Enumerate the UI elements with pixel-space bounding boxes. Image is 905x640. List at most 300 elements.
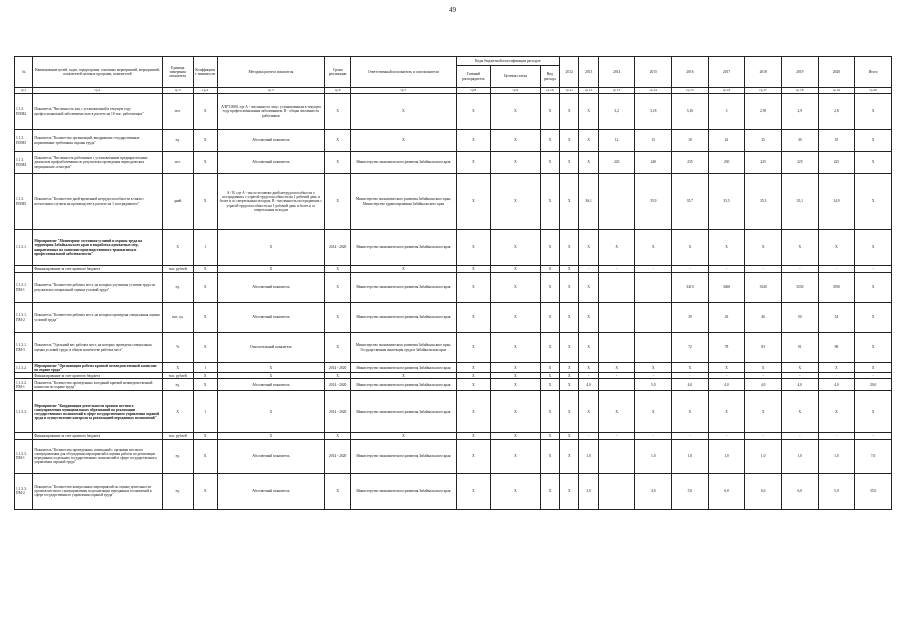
row-value: X <box>781 391 818 433</box>
row-executor: Министерство экономического развития Забайкальского края <box>351 273 457 303</box>
column-number: гр.2 <box>33 88 162 94</box>
row-method: X <box>217 363 325 373</box>
row-value: - <box>781 373 818 379</box>
row-value: - <box>598 373 635 379</box>
row-kbk-grbs: X <box>456 266 490 273</box>
row-coef: X <box>193 273 217 303</box>
row-value: 5,0 <box>635 379 672 391</box>
row-value-2013: X <box>579 130 598 152</box>
row-value: 3460 <box>708 273 745 303</box>
table-row <box>15 273 892 303</box>
column-number: гр.10 <box>540 88 559 94</box>
column-number: гр.8 <box>456 88 490 94</box>
row-coef: X <box>193 266 217 273</box>
row-unit: X <box>162 391 193 433</box>
row-coef: 1 <box>193 363 217 373</box>
table-body <box>15 94 892 510</box>
row-value: X <box>781 230 818 266</box>
row-value-empty <box>635 333 672 363</box>
row-value: 1,0 <box>672 439 709 473</box>
row-name: Показатель "Численность лиц с установленной в текущем году профессиональной заболеваемостью в расчете на 10 тыс. работающих" <box>33 94 162 130</box>
column-number: гр.6 <box>325 88 351 94</box>
row-value: 30 <box>781 130 818 152</box>
row-value-2012: X <box>560 373 579 379</box>
row-value: 25 <box>745 130 782 152</box>
row-value-2012: X <box>560 174 579 230</box>
row-kbk-target: X <box>491 152 541 174</box>
row-method: Абсолютный показатель <box>217 273 325 303</box>
row-name: Показатель "Количество дней временной нетрудоспособности в связи с несчастным случаем на производстве в расчете на 1 пострадавшего" <box>33 174 162 230</box>
row-value: 35,7 <box>672 174 709 230</box>
row-value: X <box>818 363 855 373</box>
header-total: Итого <box>855 57 892 88</box>
row-term: X <box>325 130 351 152</box>
row-kbk-grbs: X <box>456 130 490 152</box>
row-value: 35,3 <box>745 174 782 230</box>
row-coef: X <box>193 373 217 379</box>
row-value: 3540 <box>745 273 782 303</box>
row-name: Финансирование за счет краевого бюджета <box>33 373 162 379</box>
row-value-2012: X <box>560 303 579 333</box>
row-term: X <box>325 273 351 303</box>
header-year: 2018 <box>745 57 782 88</box>
row-value: 35 <box>818 130 855 152</box>
row-executor: X <box>351 130 457 152</box>
row-value: - <box>818 373 855 379</box>
row-value: - <box>745 433 782 439</box>
column-number: гр.5 <box>217 88 325 94</box>
row-executor: Министерство экономического развития Забайкальского края <box>351 363 457 373</box>
row-name: Показатель "Количество проведенных совещаний с органами местного самоуправления для обсуждения мероприятий и оценки работы по реализации переданных отдельных государственных полномочий в сфере государственного управления охраной труда" <box>33 439 162 473</box>
row-code: 1.1.3. ПОМ2 <box>15 94 33 130</box>
row-term: X <box>325 174 351 230</box>
row-method: Абсолютный показатель <box>217 379 325 391</box>
row-coef: 1 <box>193 391 217 433</box>
row-value: 35,0 <box>855 473 892 509</box>
header-name: Наименование целей, задач, подпрограмм, основных мероприятий, мероприятий, показателей целевых программ, показателей <box>33 57 162 88</box>
row-value-2013: X <box>579 391 598 433</box>
row-value: X <box>745 230 782 266</box>
row-value-2013: X <box>579 333 598 363</box>
row-value: 54 <box>818 303 855 333</box>
row-value: X <box>855 230 892 266</box>
row-kbk-grbs: X <box>456 94 490 130</box>
row-code: 1.1.3.1. ПМ-3 <box>15 333 33 363</box>
row-value: 4,0 <box>708 379 745 391</box>
row-value-2012: X <box>560 363 579 373</box>
row-value: X <box>672 391 709 433</box>
row-kbk-vr: X <box>540 94 559 130</box>
row-kbk-target: X <box>491 130 541 152</box>
row-value: 72 <box>672 333 709 363</box>
column-number: гр.18 <box>781 88 818 94</box>
row-value: 3,2 <box>598 94 635 130</box>
row-value-empty <box>598 174 635 230</box>
row-unit: тыс. рублей <box>162 373 193 379</box>
row-kbk-grbs: X <box>456 303 490 333</box>
row-value: 225 <box>818 152 855 174</box>
row-coef: X <box>193 152 217 174</box>
row-coef: X <box>193 174 217 230</box>
header-vr: Вид расхода <box>540 66 559 88</box>
row-kbk-target: X <box>491 373 541 379</box>
row-value: 4,0 <box>818 379 855 391</box>
row-value: 1,0 <box>818 439 855 473</box>
row-name: Показатель "Количество рабочих мест, на которых проведена специальная оценка условий труда" <box>33 303 162 333</box>
row-kbk-vr: X <box>540 473 559 509</box>
row-value: 2,95 <box>745 94 782 130</box>
row-value: 3550 <box>818 273 855 303</box>
header-unit: Единица измерения показателя <box>162 57 193 88</box>
row-value: - <box>635 373 672 379</box>
row-code <box>15 266 33 273</box>
row-value: X <box>635 391 672 433</box>
row-value: - <box>598 266 635 273</box>
column-number: гр.3 <box>162 88 193 94</box>
row-value-empty <box>598 303 635 333</box>
row-value: 1,0 <box>745 439 782 473</box>
row-method: X <box>217 433 325 439</box>
row-value: - <box>745 266 782 273</box>
row-unit: тыс. рублей <box>162 266 193 273</box>
row-method: Абсолютный показатель <box>217 303 325 333</box>
row-method: Абсолютный показатель <box>217 152 325 174</box>
row-value: 12 <box>598 130 635 152</box>
row-executor: X <box>351 94 457 130</box>
row-kbk-grbs: X <box>456 473 490 509</box>
column-number: гр.1 <box>15 88 33 94</box>
row-value-2012: X <box>560 94 579 130</box>
row-value: 34,9 <box>818 174 855 230</box>
table-row <box>15 152 892 174</box>
row-value: 6,0 <box>708 473 745 509</box>
column-number: гр.19 <box>818 88 855 94</box>
row-value: 3410 <box>672 273 709 303</box>
row-value-2013: 3,0 <box>579 473 598 509</box>
table-row <box>15 473 892 509</box>
row-value: - <box>855 373 892 379</box>
row-value: 50 <box>781 303 818 333</box>
row-value: - <box>818 266 855 273</box>
row-value: - <box>745 373 782 379</box>
row-value: - <box>672 373 709 379</box>
row-term: 2014 - 2020 <box>325 391 351 433</box>
column-number: гр.13 <box>598 88 635 94</box>
row-value: 245 <box>598 152 635 174</box>
row-value: X <box>708 391 745 433</box>
row-value: X <box>708 363 745 373</box>
row-value: - <box>855 266 892 273</box>
row-executor: X <box>351 266 457 273</box>
row-value-2012: X <box>560 333 579 363</box>
row-value: X <box>818 230 855 266</box>
row-kbk-grbs: X <box>456 273 490 303</box>
row-name: Финансирование за счет краевого бюджета <box>33 433 162 439</box>
row-kbk-vr: X <box>540 273 559 303</box>
row-method: X <box>217 266 325 273</box>
row-kbk-vr: X <box>540 333 559 363</box>
column-number: гр.4 <box>193 88 217 94</box>
row-value: 35,9 <box>635 174 672 230</box>
row-term: 2014 - 2020 <box>325 230 351 266</box>
row-value: X <box>598 230 635 266</box>
row-value: 83 <box>745 333 782 363</box>
row-kbk-target: X <box>491 433 541 439</box>
row-value: 235 <box>672 152 709 174</box>
header-year: 2019 <box>781 57 818 88</box>
row-kbk-vr: X <box>540 373 559 379</box>
header-year: 2017 <box>708 57 745 88</box>
row-executor: X <box>351 373 457 379</box>
row-name: Показатель "Количество рабочих мест, на которых улучшены условия труда по результатам специальной оценки условий труда" <box>33 273 162 303</box>
row-value: 4,0 <box>672 379 709 391</box>
row-value-2013: - <box>579 373 598 379</box>
row-executor: Министерство экономического развития Забайкальского края; Государственная инспекция труда в Забайкальском крае <box>351 333 457 363</box>
row-kbk-grbs: X <box>456 363 490 373</box>
row-unit: X <box>162 363 193 373</box>
row-value: 5,0 <box>672 473 709 509</box>
row-value-2013: X <box>579 273 598 303</box>
row-term: 2014 - 2020 <box>325 379 351 391</box>
row-value: 46 <box>745 303 782 333</box>
row-name: Мероприятие "Организация работы краевой межведомственной комиссии по охране труда" <box>33 363 162 373</box>
row-coef: X <box>193 439 217 473</box>
row-code: 1.1.3.2. ПМ-1 <box>15 379 33 391</box>
row-value: - <box>708 433 745 439</box>
row-kbk-vr: X <box>540 303 559 333</box>
row-kbk-vr: X <box>540 433 559 439</box>
row-value: 225 <box>781 152 818 174</box>
header-year: 2013 <box>579 57 598 88</box>
table-row <box>15 391 892 433</box>
row-kbk-grbs: X <box>456 333 490 363</box>
row-name: Мероприятие "Мониторинг состояния условий и охраны труда на территории Забайкальского края и выработка адекватных мер, направленных на снижение производственного травматизма и профессиональной заболеваемости" <box>33 230 162 266</box>
row-value: X <box>708 230 745 266</box>
row-value: 3530 <box>781 273 818 303</box>
row-value: - <box>672 433 709 439</box>
row-value-2012: X <box>560 230 579 266</box>
row-value: - <box>672 266 709 273</box>
row-value: X <box>855 130 892 152</box>
row-unit: ед. <box>162 379 193 391</box>
row-coef: X <box>193 379 217 391</box>
row-value: X <box>855 152 892 174</box>
row-value: 29,0 <box>855 379 892 391</box>
row-value: 3 <box>708 94 745 130</box>
column-number: гр.17 <box>745 88 782 94</box>
row-value: 3,18 <box>635 94 672 130</box>
row-value-2012: X <box>560 152 579 174</box>
table-row <box>15 130 892 152</box>
table-row <box>15 303 892 333</box>
row-value: 2,8 <box>818 94 855 130</box>
row-code: 1.1.3.1. ПМ-1 <box>15 273 33 303</box>
row-value: X <box>855 391 892 433</box>
row-value: 1,0 <box>781 439 818 473</box>
row-value-2013: - <box>579 266 598 273</box>
row-unit: ед. <box>162 473 193 509</box>
header-year: 2015 <box>635 57 672 88</box>
row-kbk-vr: X <box>540 174 559 230</box>
row-value-empty <box>635 303 672 333</box>
row-value: - <box>855 433 892 439</box>
row-value-2012: X <box>560 266 579 273</box>
row-name: Показатель "Количество организаций, внедривших государственные нормативные требования охраны труда" <box>33 130 162 152</box>
row-value-2012: X <box>560 379 579 391</box>
row-value: - <box>708 266 745 273</box>
row-value: 22 <box>708 130 745 152</box>
row-value: 7,0 <box>855 439 892 473</box>
row-executor: Министерство экономического развития Забайкальского края <box>351 473 457 509</box>
row-term: X <box>325 152 351 174</box>
row-value: 1,0 <box>708 439 745 473</box>
header-executor: Ответственный исполнитель и соисполнители <box>351 57 457 88</box>
row-value: 230 <box>708 152 745 174</box>
table-row <box>15 439 892 473</box>
row-kbk-grbs: X <box>456 174 490 230</box>
row-value: - <box>598 433 635 439</box>
row-value: 240 <box>635 152 672 174</box>
row-value-2013: - <box>579 433 598 439</box>
row-method: Относительный показатель <box>217 333 325 363</box>
row-value-2013: 36,1 <box>579 174 598 230</box>
row-value: 78 <box>708 333 745 363</box>
row-kbk-target: X <box>491 230 541 266</box>
row-value: 6,0 <box>745 473 782 509</box>
row-kbk-target: X <box>491 266 541 273</box>
row-code: 1.1.3.3. ПМ-2 <box>15 473 33 509</box>
table-header <box>15 57 892 94</box>
header-term: Сроки реализации <box>325 57 351 88</box>
row-value: 6,0 <box>781 473 818 509</box>
row-executor: Министерство экономического развития Забайкальского края <box>351 230 457 266</box>
row-kbk-target: X <box>491 333 541 363</box>
header-method: Методика расчета показателя <box>217 57 325 88</box>
row-value-2012: X <box>560 439 579 473</box>
table-row <box>15 379 892 391</box>
row-method: Абсолютный показатель <box>217 130 325 152</box>
column-number: гр.15 <box>672 88 709 94</box>
row-code: 1.1.3.3. ПМ-1 <box>15 439 33 473</box>
row-value-2013: X <box>579 303 598 333</box>
row-unit: тыс. рублей <box>162 433 193 439</box>
row-value-empty <box>598 333 635 363</box>
row-value: 4,0 <box>781 379 818 391</box>
row-value: 225 <box>745 152 782 174</box>
table-row <box>15 266 892 273</box>
page-number: 49 <box>449 6 456 14</box>
row-value: 39 <box>672 303 709 333</box>
row-code: 1.1.3. ПОМ3 <box>15 130 33 152</box>
row-executor: Министерство экономического развития Забайкальского края <box>351 152 457 174</box>
header-year: 2020 <box>818 57 855 88</box>
header-year: 2014 <box>598 57 635 88</box>
row-kbk-target: X <box>491 379 541 391</box>
row-term: 2014 - 2020 <box>325 439 351 473</box>
row-unit: ед. <box>162 130 193 152</box>
row-value-empty <box>598 473 635 509</box>
table-row <box>15 363 892 373</box>
row-term: X <box>325 373 351 379</box>
row-kbk-target: X <box>491 391 541 433</box>
row-kbk-grbs: X <box>456 152 490 174</box>
row-kbk-grbs: X <box>456 433 490 439</box>
row-executor: Министерство экономического развития Забайкальского края <box>351 391 457 433</box>
row-coef: X <box>193 333 217 363</box>
row-code: 1.1.3. ПОМ5 <box>15 174 33 230</box>
header-year: 2016 <box>672 57 709 88</box>
column-number: гр.20 <box>855 88 892 94</box>
row-value-2013: X <box>579 94 598 130</box>
row-value: - <box>781 433 818 439</box>
row-code: 1.1.3. ПОМ4 <box>15 152 33 174</box>
row-value: X <box>745 363 782 373</box>
row-kbk-target: X <box>491 363 541 373</box>
row-value: 35,1 <box>781 174 818 230</box>
row-value: 5,0 <box>818 473 855 509</box>
row-value: - <box>635 266 672 273</box>
row-value-2012: X <box>560 130 579 152</box>
row-value: 18 <box>672 130 709 152</box>
header-kbk-group: Коды бюджетной классификации расходов <box>456 57 559 66</box>
table-row <box>15 333 892 363</box>
header-coef: Коэффициент значимости <box>193 57 217 88</box>
row-name: Показатель "Удельный вес рабочих мест, на которых проведена специальная оценка условий труда, в общем количестве рабочих мест" <box>33 333 162 363</box>
row-value: 15 <box>635 130 672 152</box>
row-value: X <box>781 363 818 373</box>
row-value: 43 <box>708 303 745 333</box>
row-coef: X <box>193 130 217 152</box>
row-value-2013: 1,0 <box>579 439 598 473</box>
row-method: А / В, где А - число человеко-дней нетрудоспособности у пострадавших с утратой трудоспособности на 1 рабочий день и более и со смертельным исходом, В - численность пострадавших с утратой трудоспособности на 1 рабочий день и более и со смертельным исходом <box>217 174 325 230</box>
column-number: гр.11 <box>560 88 579 94</box>
row-value: X <box>855 174 892 230</box>
row-value: 91 <box>781 333 818 363</box>
header-target: Целевая статья <box>491 66 541 88</box>
row-value: - <box>781 266 818 273</box>
row-method: Абсолютный показатель <box>217 473 325 509</box>
row-term: X <box>325 266 351 273</box>
row-term: X <box>325 473 351 509</box>
row-name: Показатель "Количество контрольных мероприятий по оценке деятельности органов местного самоуправления по реализации переданных полномочий в сфере государственного управления охраной труда" <box>33 473 162 509</box>
row-executor: Министерство экономического развития Забайкальского края; Министерство здравоохранения Забайкальского края <box>351 174 457 230</box>
row-value: X <box>855 303 892 333</box>
row-name: Показатель "Численность работников с установленным предварительным диагнозом профзаболевания по результатам проведения периодических медицинских осмотров" <box>33 152 162 174</box>
row-kbk-target: X <box>491 439 541 473</box>
row-coef: X <box>193 94 217 130</box>
row-term: X <box>325 94 351 130</box>
header-num: № <box>15 57 33 88</box>
column-number: гр.7 <box>351 88 457 94</box>
column-number: гр.16 <box>708 88 745 94</box>
row-term: 2014 - 2020 <box>325 363 351 373</box>
row-unit: ед. <box>162 273 193 303</box>
row-unit: чел. <box>162 94 193 130</box>
row-coef: 1 <box>193 230 217 266</box>
row-value: X <box>855 273 892 303</box>
row-kbk-target: X <box>491 94 541 130</box>
row-code: 1.1.3.3. <box>15 391 33 433</box>
row-value-empty <box>598 273 635 303</box>
row-code: 1.1.3.2. <box>15 363 33 373</box>
row-coef: X <box>193 303 217 333</box>
row-value: X <box>855 333 892 363</box>
row-kbk-target: X <box>491 473 541 509</box>
row-kbk-grbs: X <box>456 230 490 266</box>
row-kbk-vr: X <box>540 379 559 391</box>
row-name: Мероприятие "Координация деятельности органов местного самоуправления муниципальных образований по реализации государственных полномочий в сфере государственного управления охраной труда и осуществление контроля за реализацией переданных полномочий" <box>33 391 162 433</box>
row-value-empty <box>598 439 635 473</box>
